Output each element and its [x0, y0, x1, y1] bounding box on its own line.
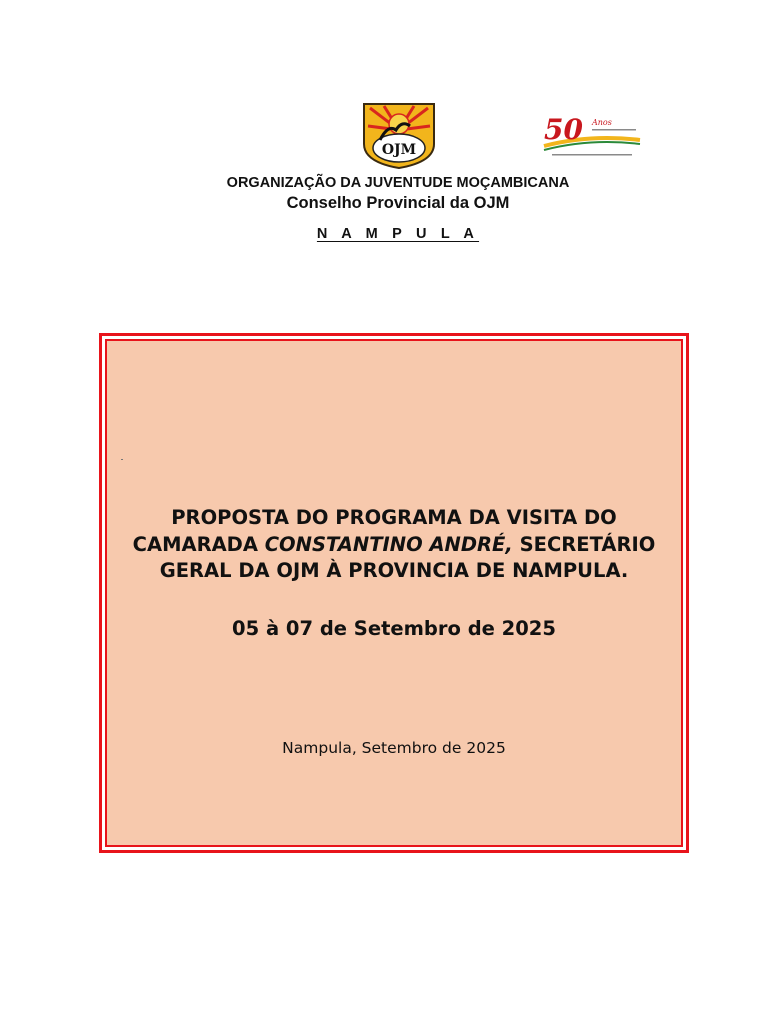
anniversary-word: Anos: [592, 118, 612, 127]
title-part-2: SECRETÁRIO GERAL DA OJM À PROVINCIA DE NAMPULA.: [159, 532, 656, 582]
document-title: [107, 505, 681, 585]
title-person-name: CONSTANTINO ANDRÉ,: [264, 532, 513, 556]
ojm-emblem-text: OJM: [381, 142, 417, 158]
header-logos: [0, 100, 768, 172]
title-part-1: PROPOSTA DO PROGRAMA DA VISITA DO CAMARADA: [132, 506, 617, 556]
organization-name: ORGANIZAÇÃO DA JUVENTUDE MOÇAMBICANA: [226, 175, 570, 191]
place-and-date: Nampula, Setembro de 2025: [282, 739, 506, 757]
ojm-emblem-logo: [356, 100, 442, 170]
anniversary-50-logo: [540, 112, 644, 160]
visit-dates: 05 à 07 de Setembro de 2025: [232, 617, 556, 640]
cover-panel: [105, 339, 683, 847]
stray-mark: [121, 459, 123, 460]
anniversary-number: 50: [544, 113, 583, 146]
cover-frame: [99, 333, 689, 853]
council-name: Conselho Provincial da OJM: [286, 194, 510, 212]
city-name: N A M P U L A: [316, 226, 480, 242]
